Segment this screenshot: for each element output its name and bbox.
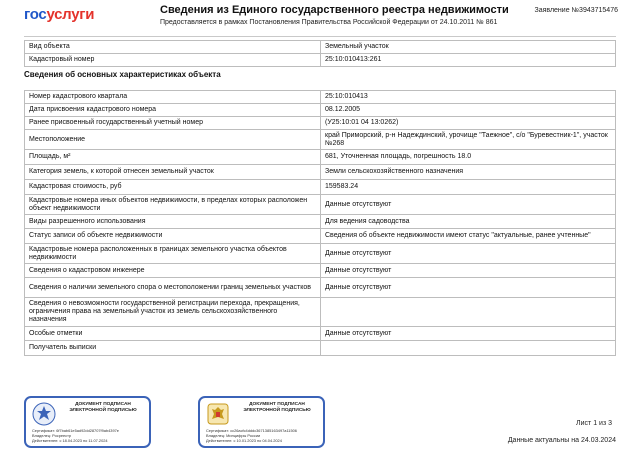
stamp-certificate-info [206,428,322,443]
application-number: Заявление №3943715476 [534,7,618,14]
row-value: Земли сельскохозяйственного назначения [321,165,616,180]
table-row [25,298,616,327]
coat-of-arms-icon [206,402,230,426]
table-row [25,341,616,356]
row-value: Данные отсутствуют [321,278,616,298]
row-label: Сведения о кадастровом инженере [25,264,321,278]
e-signature-stamp-mintsifry [198,396,325,448]
document-title: Сведения из Единого государственного реестра недвижимости [160,4,509,16]
table-row [25,327,616,341]
row-value: Данные отсутствуют [321,264,616,278]
table-row [25,165,616,180]
logo-part-uslugi: услуги [46,6,95,23]
row-label: Кадастровые номера иных объектов недвижимости, в пределах которых расположен объект недвижимости [25,195,321,215]
page-counter: Лист 1 из 3 [576,420,612,427]
row-label: Вид объекта [25,41,321,54]
row-value [321,341,616,356]
e-signature-stamp-rosreestr [24,396,151,448]
table-row [25,264,616,278]
header-divider [24,36,616,37]
row-value: 681, Уточненная площадь, погрешность 18.0 [321,150,616,165]
stamp-cert-id: Сертификат: cc26acfc4dddc3671385163497a11506 [206,428,297,433]
table-row [25,150,616,165]
stamp-validity: Действителен: с 10.01.2023 по 04.04.2024 [206,438,282,443]
row-label: Получатель выписки [25,341,321,356]
row-value [321,298,616,327]
row-value: Сведения об объекте недвижимости имеют статус "актуальные, ранее учтенные" [321,229,616,244]
section-title: Сведения об основных характеристиках объекта [24,70,221,79]
table-row [25,130,616,150]
stamp-cert-id: Сертификат: 6f7bab61e5ad92dd28707f9ab4397e [32,428,119,433]
characteristics-table [24,90,616,356]
logo-part-gos: гос [24,6,47,23]
row-label: Номер кадастрового квартала [25,91,321,104]
row-label: Кадастровая стоимость, руб [25,180,321,195]
stamp-title: ДОКУМЕНТ ПОДПИСАН ЭЛЕКТРОННОЙ ПОДПИСЬЮ [69,402,137,413]
data-actuality-date: Данные актуальны на 24.03.2024 [507,437,616,444]
table-row [25,117,616,130]
row-value: (У25:10:01 04 13:0262) [321,117,616,130]
row-value: 08.12.2005 [321,104,616,117]
row-label: Дата присвоения кадастрового номера [25,104,321,117]
table-row [25,180,616,195]
gosuslugi-logo [24,6,94,23]
row-value: Данные отсутствуют [321,195,616,215]
row-label: Площадь, м² [25,150,321,165]
stamp-owner: Владелец: Минцифры России [206,433,261,438]
row-label: Местоположение [25,130,321,150]
document-header [0,0,640,32]
row-label: Кадастровый номер [25,54,321,67]
row-value: Земельный участок [321,41,616,54]
row-value: Данные отсутствуют [321,244,616,264]
row-value: Для ведения садоводства [321,215,616,229]
row-value: 159583.24 [321,180,616,195]
table-row [25,244,616,264]
table-row [25,229,616,244]
stamp-owner: Владелец: Росреестр [32,433,72,438]
row-label: Кадастровые номера расположенных в границах земельного участка объектов недвижимости [25,244,321,264]
table-row [25,104,616,117]
table-row [25,215,616,229]
row-label: Особые отметки [25,327,321,341]
table-row [25,91,616,104]
row-value: 25:10:010413:261 [321,54,616,67]
table-row [25,41,616,54]
document-subtitle: Предоставляется в рамках Постановления Правительства Российской Федерации от 24.10.2011 № 861 [160,19,498,26]
table-row [25,278,616,298]
stamp-certificate-info [32,428,148,443]
row-label: Сведения о наличии земельного спора о местоположении границ земельных участков [25,278,321,298]
row-value: 25:10:010413 [321,91,616,104]
row-label: Категория земель, к которой отнесен земельный участок [25,165,321,180]
stamp-validity: Действителен: с 18.04.2023 по 11.07.2024 [32,438,108,443]
rosreestr-emblem-icon [32,402,56,426]
table-row [25,195,616,215]
object-identity-table [24,40,616,67]
row-label: Виды разрешенного использования [25,215,321,229]
stamp-title: ДОКУМЕНТ ПОДПИСАН ЭЛЕКТРОННОЙ ПОДПИСЬЮ [243,402,311,413]
row-label: Сведения о невозможности государственной регистрации перехода, прекращения, ограничения права на земельный участок из земель сельскохозяйственного назначения [25,298,321,327]
row-value: край Приморский, р-н Надеждинский, урочище "Таежное", с/о "Буревестник-1", участок №268 [321,130,616,150]
row-value: Данные отсутствуют [321,327,616,341]
row-label: Ранее присвоенный государственный учетный номер [25,117,321,130]
table-row [25,54,616,67]
row-label: Статус записи об объекте недвижимости [25,229,321,244]
